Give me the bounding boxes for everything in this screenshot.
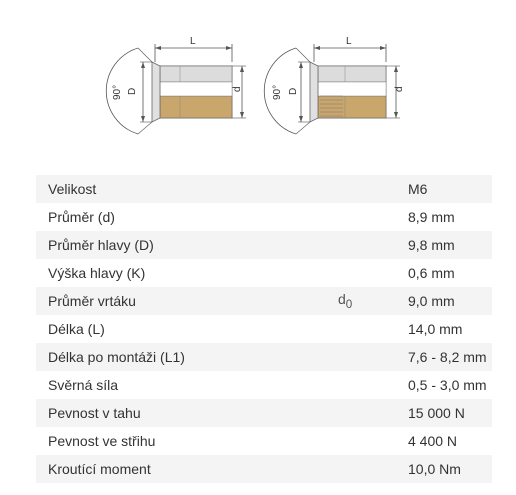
table-row bbox=[36, 203, 492, 231]
length-label: L bbox=[190, 36, 196, 47]
spec-symbol bbox=[326, 287, 408, 315]
rivet-nut-drawings bbox=[0, 0, 516, 175]
spec-label: Pevnost v tahu bbox=[48, 405, 141, 421]
spec-symbol bbox=[326, 371, 408, 399]
spec-label: Délka (L) bbox=[48, 321, 105, 337]
spec-symbol bbox=[326, 315, 408, 343]
spec-label: Svěrná síla bbox=[48, 377, 119, 393]
spec-symbol bbox=[326, 427, 408, 455]
spec-label: Průměr hlavy (D) bbox=[48, 237, 154, 253]
spec-label: Výška hlavy (K) bbox=[48, 265, 146, 281]
spec-symbol bbox=[326, 231, 408, 259]
table-row bbox=[36, 427, 492, 455]
angle-label: 90° bbox=[272, 84, 283, 100]
rivet-nut-drawing-knurled bbox=[264, 36, 405, 134]
spec-value: 0,6 mm bbox=[408, 265, 455, 281]
spec-label: Kroutící moment bbox=[48, 461, 151, 477]
spec-value: 8,9 mm bbox=[408, 209, 455, 225]
spec-label: Průměr (d) bbox=[48, 209, 115, 225]
spec-value: 0,5 - 3,0 mm bbox=[408, 377, 487, 393]
spec-symbol bbox=[326, 455, 408, 483]
table-row bbox=[36, 371, 492, 399]
spec-label: Délka po montáži (L1) bbox=[48, 349, 185, 365]
table-row bbox=[36, 175, 492, 203]
head-dia-label: D bbox=[288, 87, 299, 95]
spec-label: Pevnost ve střihu bbox=[48, 433, 156, 449]
spec-value: 14,0 mm bbox=[408, 321, 463, 337]
spec-value: 7,6 - 8,2 mm bbox=[408, 349, 487, 365]
spec-label: Velikost bbox=[48, 181, 97, 197]
spec-label: Průměr vrtáku bbox=[48, 293, 136, 309]
table-row bbox=[36, 231, 492, 259]
spec-symbol bbox=[326, 259, 408, 287]
spec-value: 9,8 mm bbox=[408, 237, 455, 253]
spec-symbol bbox=[326, 203, 408, 231]
table-row bbox=[36, 343, 492, 371]
table-row bbox=[36, 455, 492, 483]
spec-value: 4 400 N bbox=[408, 433, 458, 449]
spec-symbol bbox=[326, 399, 408, 427]
spec-value: 15 000 N bbox=[408, 405, 465, 421]
shank-dia-label: d bbox=[394, 86, 405, 92]
spec-symbol bbox=[326, 175, 408, 203]
specs-table bbox=[36, 175, 492, 483]
spec-value: 9,0 mm bbox=[408, 293, 455, 309]
shank-dia-label: d bbox=[232, 86, 243, 92]
head-dia-label: D bbox=[127, 87, 138, 95]
table-row bbox=[36, 259, 492, 287]
spec-symbol-main: d bbox=[338, 291, 346, 308]
length-label: L bbox=[346, 36, 352, 47]
spec-symbol-subscript: 0 bbox=[345, 297, 353, 311]
rivet-nut-drawing-smooth bbox=[106, 36, 246, 134]
spec-value: M6 bbox=[408, 181, 428, 197]
spec-value: 10,0 Nm bbox=[408, 461, 461, 477]
table-row bbox=[36, 315, 492, 343]
spec-symbol bbox=[326, 343, 408, 371]
table-row bbox=[36, 287, 492, 315]
table-row bbox=[36, 399, 492, 427]
angle-label: 90° bbox=[112, 84, 123, 100]
